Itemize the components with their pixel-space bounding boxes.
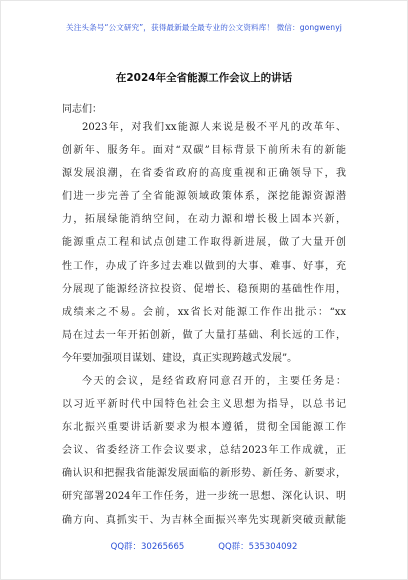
text-line: 会议、省委经济工作会议要求，总结2023年工作成就，正 xyxy=(62,445,346,457)
qq-group-2[interactable]: QQ群：535304092 xyxy=(218,542,298,552)
promo-banner[interactable]: 关注头条号“公文研究”，获得最新最全最专业的公文资料库！ 微信：gongwenyj xyxy=(66,23,342,32)
document-title: 在2024年全省能源工作会议上的讲话 xyxy=(115,72,293,84)
text-line: 们进一步完善了全省能源领域政策体系，深挖能源资源潜 xyxy=(62,191,346,203)
text-line: 力，拓展绿能消纳空间，在动力源和增长极上固本兴新， xyxy=(62,214,346,226)
text-line: 研究部署2024年工作任务，进一步统一思想、深化认识、明 xyxy=(62,491,346,503)
text-line: 分展现了能源经济拉投资、促增长、稳预期的基础性作用， xyxy=(62,283,346,295)
paragraph-2 xyxy=(62,370,346,532)
salutation: 同志们： xyxy=(62,104,102,115)
text-line: 以习近平新时代中国特色社会主义思想为指导，以总书记 xyxy=(62,399,346,411)
text-line: 2023年，对我们xx能源人来说是极不平凡的改革年、 xyxy=(82,122,346,133)
text-line: 成绩来之不易。会前，xx省长对能源工作作出批示：“xx xyxy=(62,306,346,318)
text-line: 今年要加强项目谋划、建设，真正实现跨越式发展”。 xyxy=(62,352,298,364)
text-line: 确方向、真抓实干、为吉林全面振兴率先实现新突破贡献能 xyxy=(62,514,346,526)
text-line: 局在过去一年开拓创新，做了大量打基础、利长远的工作， xyxy=(62,329,346,341)
text-line: 性工作，办成了许多过去难以做到的大事、难事、好事，充 xyxy=(62,260,346,272)
footer-contacts xyxy=(0,540,408,552)
text-line: 能源重点工程和试点创建工作取得新进展，做了大量开创 xyxy=(62,237,346,249)
paragraph-1 xyxy=(62,116,346,370)
qq-group-1[interactable]: QQ群：30265665 xyxy=(110,542,185,552)
text-line: 源发展浪潮，在省委省政府的高度重视和正确领导下，我 xyxy=(62,168,346,180)
text-line: 创新年、服务年。面对“双碳”目标背景下前所未有的新能 xyxy=(62,145,346,157)
text-line: 今天的会议，是经省政府同意召开的，主要任务是： xyxy=(82,376,346,387)
text-line: 东北振兴重要讲话新要求为根本遵循，贯彻全国能源工作 xyxy=(62,422,346,434)
text-line: 确认识和把握我省能源发展面临的新形势、新任务、新要求， xyxy=(62,468,346,480)
